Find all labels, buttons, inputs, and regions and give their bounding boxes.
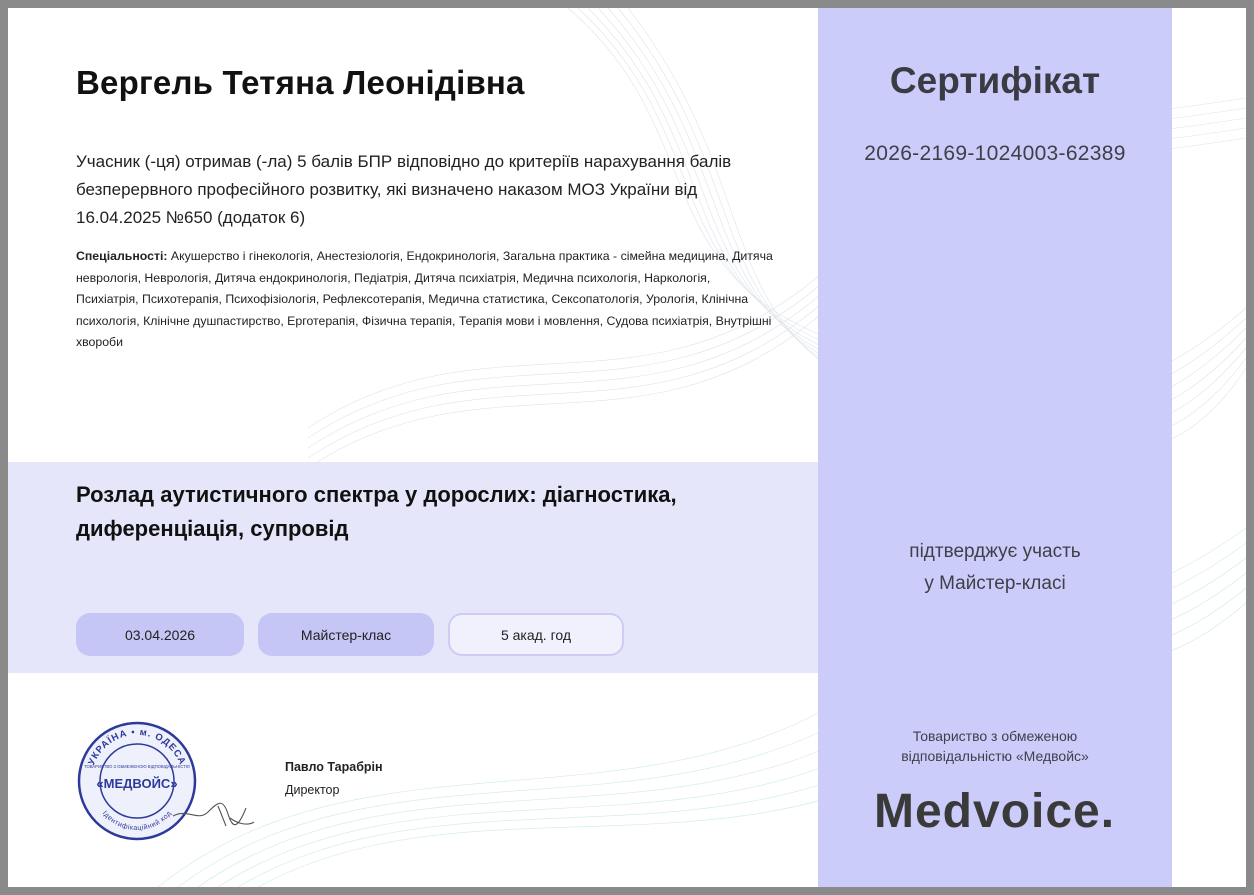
certificate-page	[8, 8, 1246, 887]
signature-mark	[168, 778, 258, 838]
stamp-center-small: ТОВАРИСТВО З ОБМЕЖЕНОЮ ВІДПОВІДАЛЬНІСТЮ	[84, 764, 190, 769]
certificate-number: 2026-2169-1024003-62389	[864, 142, 1126, 165]
company-line-2: відповідальністю «Медвойс»	[901, 748, 1089, 764]
intro-text: Учасник (-ця) отримав (-ла) 5 балів БПР відповідно до критеріїв нарахування балів безперервного професійного розвитку, які визначено наказом МОЗ України від 16.04.2025 №650 (додаток 6)	[76, 152, 732, 227]
confirmation-line-1: підтверджує участь	[909, 541, 1081, 562]
course-date-badge: 03.04.2026	[76, 613, 244, 656]
medvoice-logo: Medvoice.	[874, 785, 1116, 838]
signatory-role: Директор	[285, 783, 340, 797]
company-line-1: Товариство з обмеженою	[912, 728, 1078, 744]
specialties-label: Спеціальності:	[76, 249, 168, 263]
course-type-badge: Майстер-клас	[258, 613, 434, 656]
specialties-block	[76, 246, 776, 354]
course-title: Розлад аутистичного спектра у дорослих: діагностика, диференціація, супровід	[76, 482, 677, 541]
company-name	[818, 726, 1172, 766]
specialties-list: Акушерство і гінекологія, Анестезіологія, Ендокринологія, Загальна практика - сімейна медицина, Дитяча неврологія, Неврологія, Дитяча ендокринологія, Педіатрія, Дитяча психіатрія, Медична психологія, Наркологія, Психіатрія, Психотерапія, Психофізіологія, Рефлексотерапія, Медична статистика, Сексопатологія, Урологія, Клінічна психологія, Клінічне душпастирство, Ерготерапія, Фізична терапія, Терапія мови і мовлення, Судова психіатрія, Внутрішні хвороби	[76, 249, 773, 349]
participant-name: Вергель Тетяна Леонідівна	[76, 64, 525, 101]
confirmation-text	[818, 536, 1172, 600]
stamp-top-text: УКРАЇНА • м. ОДЕСА	[86, 726, 188, 767]
confirmation-line-2: у Майстер-класі	[924, 573, 1066, 594]
signatory-name: Павло Тарабрін	[285, 760, 383, 774]
course-hours-badge: 5 акад. год	[448, 613, 624, 656]
certificate-title: Сертифікат	[889, 60, 1101, 101]
stamp-center-name: «МЕДВОЙС»	[96, 776, 178, 791]
stamp-bottom-text: Ідентифікаційний код	[100, 809, 174, 833]
